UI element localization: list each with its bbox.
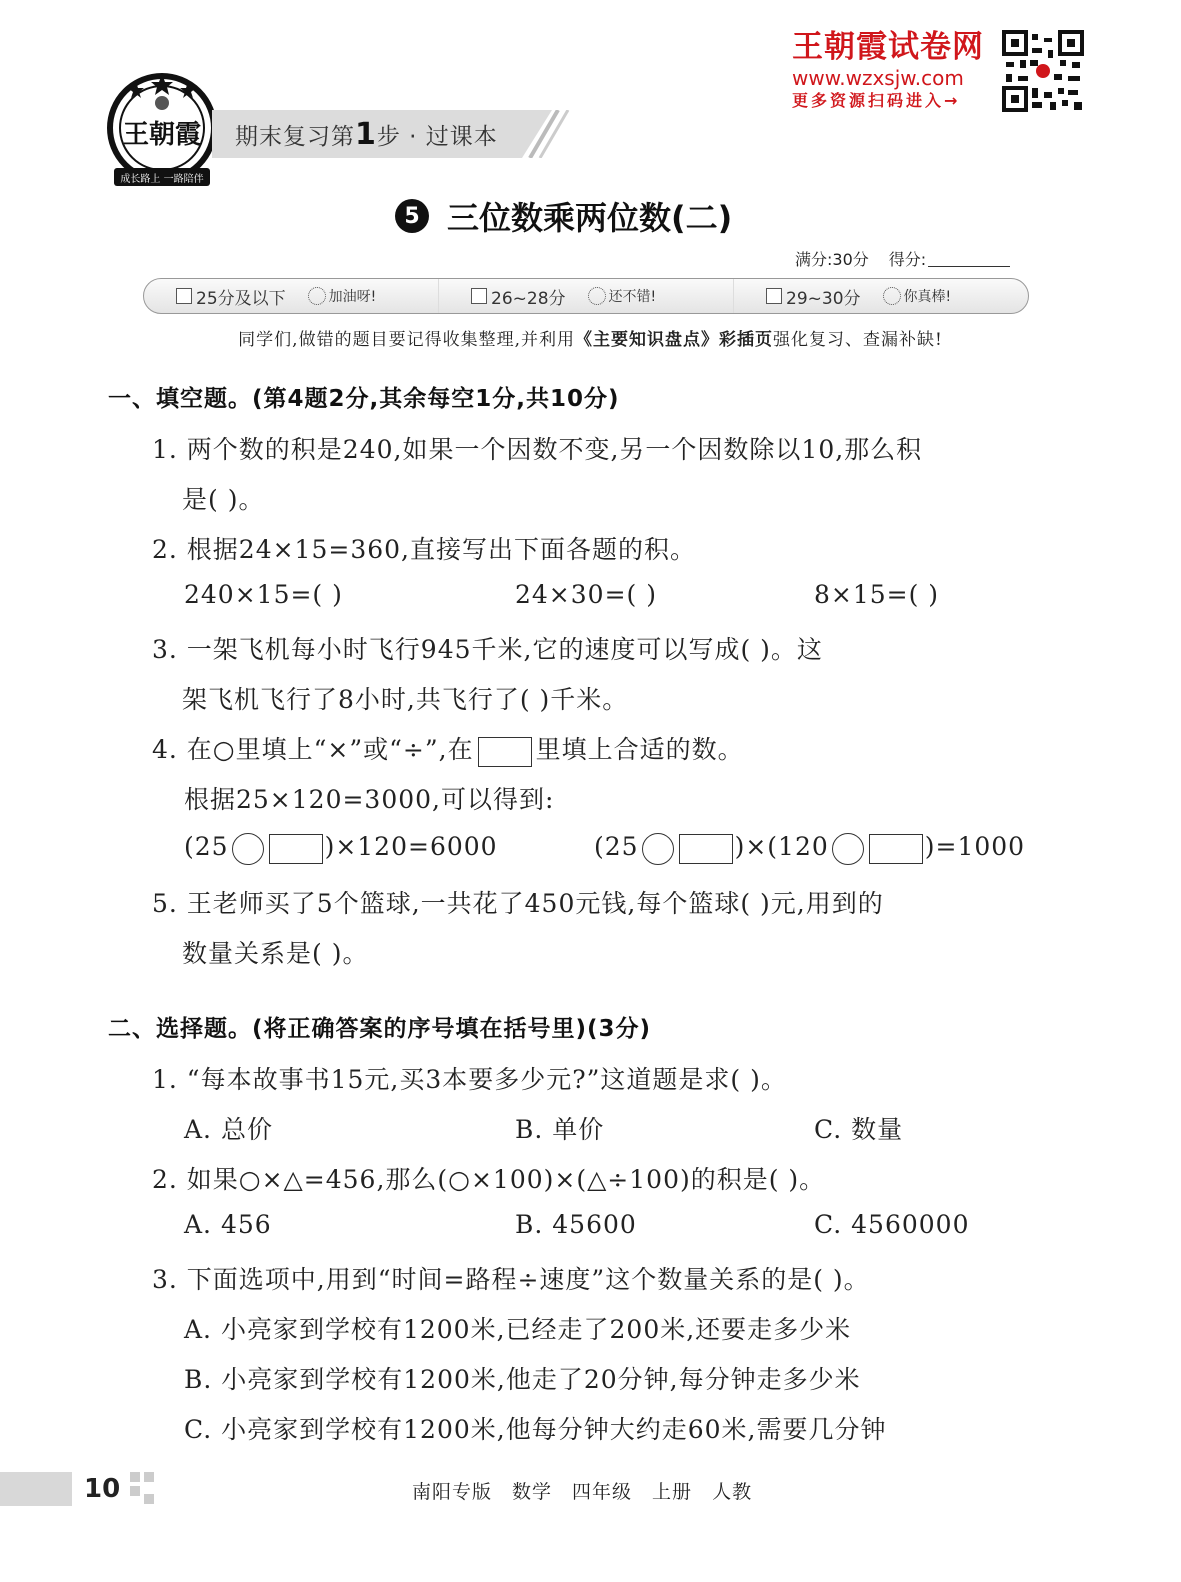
section-1-heading: 一、填空题。(第4题2分,其余每空1分,共10分): [108, 386, 620, 412]
title-text: 三位数乘两位数(二): [447, 199, 733, 237]
banner-suffix: 步 · 过课本: [376, 124, 498, 150]
s2-q2-option-c[interactable]: C. 4560000: [814, 1210, 970, 1239]
s2-q2-option-b[interactable]: B. 45600: [515, 1210, 637, 1239]
title-number-badge: 5: [395, 199, 429, 233]
s1-q4-line2: 根据25×120=3000,可以得到:: [184, 785, 555, 814]
operator-circle[interactable]: [232, 833, 264, 865]
s1-q5-line1[interactable]: 5. 王老师买了5个篮球,一共花了450元钱,每个篮球( )元,用到的: [152, 889, 884, 918]
answer-box[interactable]: [269, 834, 323, 864]
footer-edition: 南阳专版: [412, 1481, 493, 1503]
operator-circle[interactable]: [832, 833, 864, 865]
s1-q2-b[interactable]: 24×30=( ): [515, 580, 657, 609]
rating-msg-text: 加油呀!: [328, 289, 377, 305]
q4-text-b: 里填上合适的数。: [535, 735, 744, 764]
study-note: [0, 325, 1181, 350]
s1-q4-eq2: [594, 832, 1025, 865]
footer-info: [412, 1477, 772, 1504]
score-label: 得分:: [888, 250, 927, 269]
rating-message: [883, 286, 952, 306]
checkbox[interactable]: [471, 288, 487, 304]
s2-q2-option-a[interactable]: A. 456: [184, 1210, 272, 1239]
rating-range: 26~28分: [491, 288, 566, 309]
brand-title: 王朝霞试卷网: [792, 29, 984, 65]
smiley-icon: [588, 287, 606, 305]
footer-publisher: 人教: [712, 1481, 753, 1503]
s2-q2[interactable]: 2. 如果○×△=456,那么(○×100)×(△÷100)的积是( )。: [152, 1165, 826, 1194]
logo-text: 王朝霞: [122, 120, 201, 150]
note-after: 强化复习、查漏补缺!: [772, 330, 943, 350]
s1-q4-line1: [152, 730, 744, 767]
score-area: [795, 247, 1010, 270]
brand-url[interactable]: www.wzxsjw.com: [792, 66, 964, 90]
qr-code-icon[interactable]: [1002, 30, 1084, 112]
rating-msg-text: 你真棒!: [903, 289, 952, 305]
rating-range: 29~30分: [786, 288, 861, 309]
rating-bar: [143, 278, 1029, 314]
s2-q3-option-a[interactable]: A. 小亮家到学校有1200米,已经走了200米,还要走多少米: [184, 1315, 852, 1344]
s1-q2-c[interactable]: 8×15=( ): [814, 580, 940, 609]
rating-option-3[interactable]: [733, 279, 1028, 313]
note-bold: 《主要知识盘点》彩插页: [574, 330, 773, 350]
page-number: 10: [84, 1474, 121, 1504]
eq2-part-b: )×(120: [734, 832, 829, 861]
s1-q5-line2[interactable]: 数量关系是( )。: [182, 939, 369, 968]
banner-prefix: 期末复习第: [235, 124, 355, 150]
score-input-line[interactable]: [928, 247, 1010, 267]
footer-subject: 数学: [512, 1481, 553, 1503]
s2-q1[interactable]: 1. “每本故事书15元,买3本要多少元?”这道题是求( )。: [152, 1065, 787, 1094]
rating-msg-text: 还不错!: [608, 289, 657, 305]
rating-range: 25分及以下: [196, 288, 286, 309]
footer-volume: 上册: [652, 1481, 693, 1503]
logo-sub: 成长路上 一路陪伴: [120, 174, 204, 185]
publisher-logo: [106, 70, 218, 190]
eq2-part-c: )=1000: [924, 832, 1026, 861]
smiley-icon: [308, 287, 326, 305]
brand-scan: 更多资源扫码进入→: [792, 91, 961, 110]
s1-q1-line2[interactable]: 是( )。: [182, 485, 265, 514]
s2-q1-option-c[interactable]: C. 数量: [814, 1115, 904, 1144]
s1-q2-line1: 2. 根据24×15=360,直接写出下面各题的积。: [152, 535, 696, 564]
rating-message: [588, 286, 657, 306]
s1-q3-line1[interactable]: 3. 一架飞机每小时飞行945千米,它的速度可以写成( )。这: [152, 635, 823, 664]
s2-q1-option-a[interactable]: A. 总价: [184, 1115, 273, 1144]
banner-text: [235, 117, 498, 152]
answer-box[interactable]: [869, 834, 923, 864]
rating-option-1[interactable]: [144, 279, 438, 313]
rating-option-2[interactable]: [438, 279, 733, 313]
rating-message: [308, 286, 377, 306]
eq1-part-b: )×120=6000: [324, 832, 498, 861]
eq2-part-a: (25: [594, 832, 639, 861]
s1-q1-line1: 1. 两个数的积是240,如果一个因数不变,另一个因数除以10,那么积: [152, 435, 923, 464]
s1-q3-line2[interactable]: 架飞机飞行了8小时,共飞行了( )千米。: [182, 685, 629, 714]
footer-grade: 四年级: [572, 1481, 633, 1503]
note-before: 同学们,做错的题目要记得收集整理,并利用: [238, 330, 575, 350]
q4-text-a: 4. 在○里填上“×”或“÷”,在: [152, 735, 474, 764]
operator-circle[interactable]: [642, 833, 674, 865]
smiley-icon: [883, 287, 901, 305]
banner-number: 1: [355, 117, 377, 152]
s1-q4-eq1: [184, 832, 498, 865]
checkbox[interactable]: [766, 288, 782, 304]
brand-block[interactable]: [792, 30, 997, 112]
section-2-heading: 二、选择题。(将正确答案的序号填在括号里)(3分): [108, 1016, 652, 1042]
page-title: [395, 193, 732, 239]
full-score: 满分:30分: [795, 250, 869, 269]
page-number-bar: [0, 1472, 160, 1506]
s1-q2-a[interactable]: 240×15=( ): [184, 580, 343, 609]
s2-q1-option-b[interactable]: B. 单价: [515, 1115, 605, 1144]
s2-q3[interactable]: 3. 下面选项中,用到“时间=路程÷速度”这个数量关系的是( )。: [152, 1265, 870, 1294]
checkbox[interactable]: [176, 288, 192, 304]
answer-box[interactable]: [478, 737, 532, 767]
s2-q3-option-c[interactable]: C. 小亮家到学校有1200米,他每分钟大约走60米,需要几分钟: [184, 1415, 887, 1444]
s2-q3-option-b[interactable]: B. 小亮家到学校有1200米,他走了20分钟,每分钟走多少米: [184, 1365, 861, 1394]
answer-box[interactable]: [679, 834, 733, 864]
eq1-part-a: (25: [184, 832, 229, 861]
